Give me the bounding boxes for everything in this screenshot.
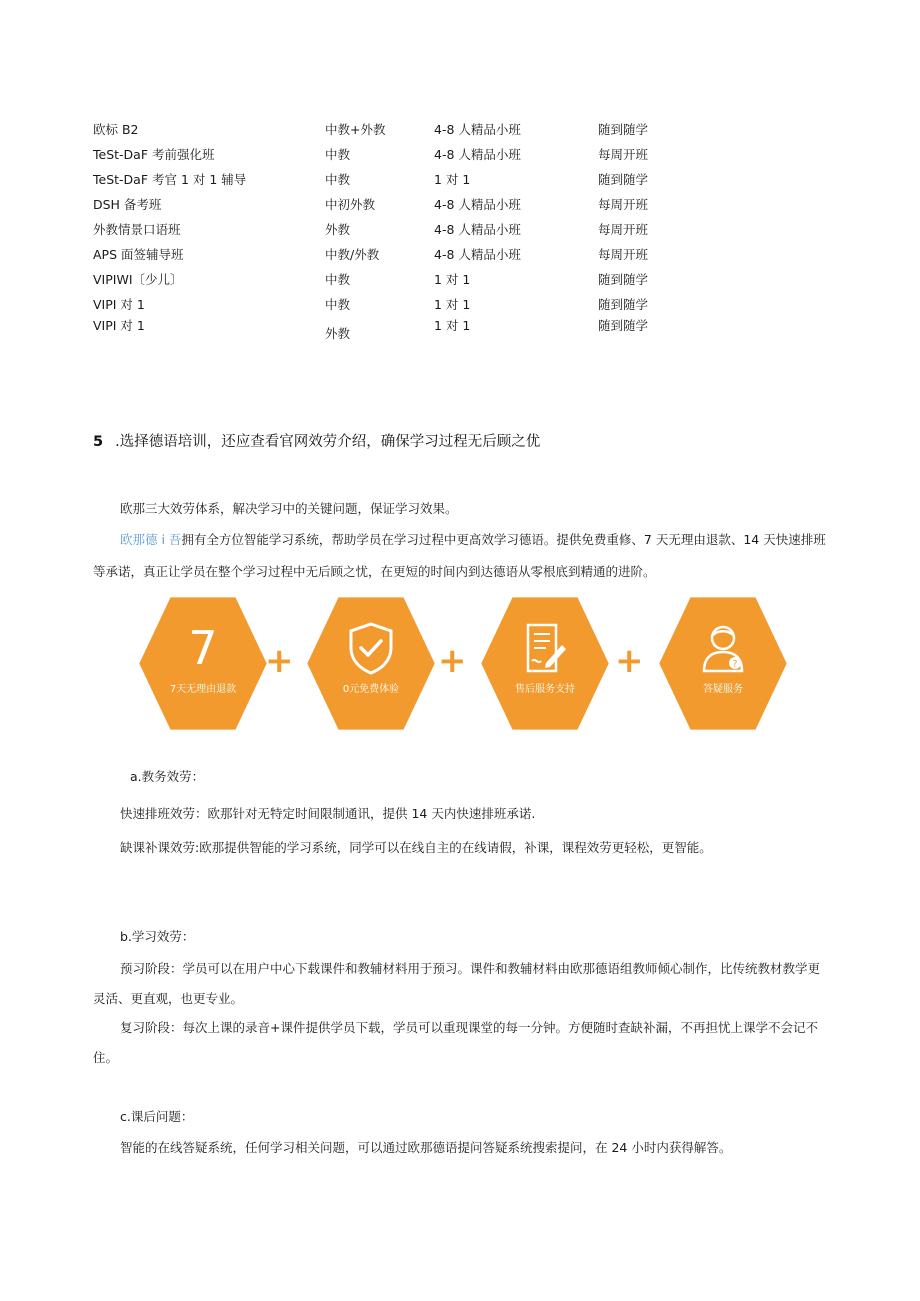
course-schedule: 随到随学	[598, 272, 649, 287]
plus-icon: +	[615, 641, 644, 681]
course-schedule: 随到随学	[598, 172, 649, 187]
course-teacher: 中教	[325, 272, 351, 287]
course-class-size: 1 对 1	[434, 272, 471, 287]
intro-line-3: 等承诺，真正让学员在整个学习过程中无后顾之忧，在更短的时间内到达德语从零根底到精通的进阶。	[93, 564, 656, 579]
table-row	[93, 296, 693, 317]
table-row	[93, 221, 693, 246]
course-teacher: 中初外教	[325, 197, 376, 212]
course-schedule: 每周开班	[598, 147, 649, 162]
table-row	[93, 246, 693, 271]
course-schedule: 随到随学	[598, 318, 649, 333]
course-name: APS 面签辅导班	[93, 247, 184, 262]
section-title: .选择德语培训，还应查看官网效劳介绍，确保学习过程无后顾之优	[115, 434, 541, 450]
section-heading	[93, 430, 540, 451]
service-label: 售后服务支持	[515, 684, 575, 695]
course-schedule: 随到随学	[598, 122, 649, 137]
course-teacher: 中教	[325, 147, 351, 162]
course-teacher: 中教	[325, 297, 351, 312]
course-name: VIPIWI〔少儿〕	[93, 272, 183, 287]
service-after-sales	[480, 596, 610, 731]
table-row	[93, 271, 693, 296]
course-schedule: 随到随学	[598, 297, 649, 312]
service-label: 答疑服务	[703, 684, 743, 695]
course-table	[93, 121, 693, 347]
course-name: DSH 备考班	[93, 197, 162, 212]
document-edit-icon	[480, 618, 610, 678]
service-banner	[128, 596, 788, 731]
subsection-a-para-2: 缺课补课效劳:欧那提供智能的学习系统，同学可以在线自主的在线请假，补课，课程效劳更轻松，更智能。	[120, 840, 712, 855]
course-class-size: 1 对 1	[434, 172, 471, 187]
service-label: 7天无理由退款	[169, 684, 237, 695]
course-teacher: 中教+外教	[325, 122, 386, 137]
subsection-b-para-1b: 灵活、更直观，也更专业。	[93, 991, 244, 1006]
plus-icon: +	[438, 641, 467, 681]
course-class-size: 1 对 1	[434, 318, 471, 333]
course-class-size: 4-8 人精品小班	[434, 247, 521, 262]
subsection-b-title: b.学习效劳：	[120, 929, 195, 944]
course-class-size: 4-8 人精品小班	[434, 147, 521, 162]
course-name: VIPI 对 1	[93, 297, 145, 312]
subsection-a-para-1: 快速排班效劳：欧那针对无特定时间限制通讯，提供 14 天内快速排班承诺.	[120, 806, 536, 821]
subsection-b-para-2b: 住。	[93, 1050, 119, 1065]
section-number: 5	[93, 434, 104, 450]
course-name: TeSt-DaF 考官 1 对 1 辅导	[93, 172, 247, 187]
brand-link[interactable]: 欧那德 i 吾	[120, 532, 182, 547]
intro-line-1: 欧那三大效劳体系，解决学习中的关键问题，保证学习效果。	[120, 501, 458, 516]
course-class-size: 4-8 人精品小班	[434, 222, 521, 237]
course-teacher: 中教	[325, 172, 351, 187]
service-refund	[138, 596, 268, 731]
course-name: 欧标 B2	[93, 122, 139, 137]
course-name: 外教情景口语班	[93, 222, 181, 237]
person-question-icon	[658, 618, 788, 678]
table-row	[93, 121, 693, 146]
subsection-c-title: c.课后问题：	[120, 1109, 194, 1124]
course-class-size: 4-8 人精品小班	[434, 197, 521, 212]
service-free-trial	[306, 596, 436, 731]
service-qa	[658, 596, 788, 731]
course-schedule: 每周开班	[598, 247, 649, 262]
intro-line-2-text: 拥有全方位智能学习系统，帮助学员在学习过程中更高效学习德语。提供免费重修、7 天无理由退款、14 天快速排班	[181, 532, 826, 547]
subsection-a-title: a.教务效劳：	[130, 769, 205, 784]
course-class-size: 1 对 1	[434, 297, 471, 312]
table-row	[93, 146, 693, 171]
table-row	[93, 171, 693, 196]
subsection-b-para-1a: 预习阶段：学员可以在用户中心下载课件和教辅材料用于预习。课件和教辅材料由欧那德语组教师倾心制作，比传统教材教学更	[120, 961, 821, 976]
course-class-size: 4-8 人精品小班	[434, 122, 521, 137]
course-name: VIPI 对 1	[93, 318, 145, 333]
course-teacher: 中教/外教	[325, 247, 380, 262]
subsection-c-para-1: 智能的在线答疑系统，任何学习相关问题，可以通过欧那德语提问答疑系统搜索提问，在 24 小时内获得解答。	[120, 1140, 732, 1155]
course-teacher: 外教	[325, 222, 351, 237]
subsection-b-para-2a: 复习阶段：每次上课的录音+课件提供学员下载，学员可以重现课堂的每一分钟。方便随时查缺补漏，不再担忧上课学不会记不	[120, 1020, 818, 1035]
shield-check-icon	[306, 618, 436, 678]
seven-icon: 7	[188, 621, 218, 675]
course-schedule: 每周开班	[598, 222, 649, 237]
service-label: 0元免费体验	[342, 684, 400, 695]
svg-text:?: ?	[732, 659, 738, 670]
course-schedule: 每周开班	[598, 197, 649, 212]
course-teacher: 外教	[325, 326, 351, 341]
plus-icon: +	[265, 641, 294, 681]
table-row	[93, 196, 693, 221]
course-name: TeSt-DaF 考前强化班	[93, 147, 215, 162]
intro-line-2	[120, 531, 826, 549]
table-row	[93, 317, 693, 347]
